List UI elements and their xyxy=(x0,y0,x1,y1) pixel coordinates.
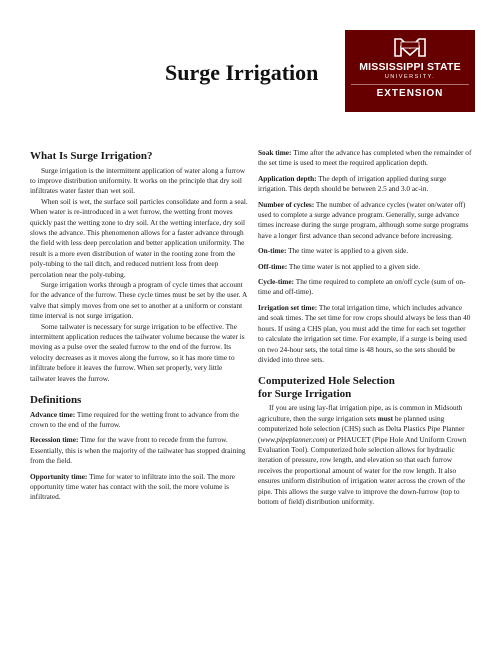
definition-term: Soak time: xyxy=(258,148,292,157)
definition-item xyxy=(258,246,472,256)
definition-term: Opportunity time: xyxy=(30,471,88,481)
definition-term: Irrigation set time: xyxy=(258,302,318,312)
logo-divider xyxy=(351,84,469,85)
chs-text-2: be planned using computerized hole selection (CHS) such as Delta Plastics Pipe Planner ( xyxy=(258,413,465,444)
definition-text: The number of advance cycles (water on/water off) used to complete a surge advance program. Generally, surge advance times increase during the surge program, although some surge programs have a longer first advance than second advance before increasing. xyxy=(258,199,469,240)
definition-term: Application depth: xyxy=(258,173,317,183)
definition-term: Number of cycles: xyxy=(258,199,315,209)
heading-chs-line2: for Surge Irrigation xyxy=(258,387,352,400)
paragraph: Some tailwater is necessary for surge irrigation to be effective. The intermittent application reduces the tailwater volume because the water is moving as a pulse over the sealed furrow to the end of the furrow. Its velocity decreases as it moves along the furrow, so it has more time to infiltrate before it leaves the furrow. When set properly, very little tailwater leaves the furrow. xyxy=(30,321,245,383)
pipeplanner-link[interactable]: www.pipeplanner.com xyxy=(260,434,325,444)
chs-must: must xyxy=(377,413,394,423)
paragraph: Surge irrigation is the intermittent application of water along a furrow to improve distribution uniformity. It works on the principle that dry soil infiltrates water faster than wet soil. xyxy=(30,165,246,196)
chs-text-1: If you are using lay-flat irrigation pipe, as is common in Midsouth agriculture, then the surge irrigation sets xyxy=(258,403,463,423)
definition-item xyxy=(258,200,472,242)
definition-term: Recession time: xyxy=(30,435,79,445)
logo-line2: UNIVERSITY. xyxy=(384,74,436,80)
definition-item xyxy=(30,410,248,431)
definition-item xyxy=(30,435,248,466)
definition-item xyxy=(258,148,472,169)
definition-term: Cycle-time: xyxy=(258,277,295,287)
heading-chs-line1: Computerized Hole Selection xyxy=(258,375,395,388)
paragraph: Surge irrigation works through a program of cycle times that account for the advance of the furrow. These cycle times must be set by the user. A valve that simply moves from one set to another at a uniform or constant time interval is not surge irrigation. xyxy=(30,279,247,321)
definition-item xyxy=(258,303,472,365)
heading-what-is: What Is Surge Irrigation? xyxy=(30,150,153,162)
chs-text-3: ) or PHAUCET (Pipe Hole And Uniform Crown Evaluation Tool). Computerized hole selection allows for hydraulic iteration of pressure, row length, and elevation so that each furrow receives the proportional amount of water for the row length. It also ensures uniform distribution of irrigation water across the crown of the pipe. This allows the surge valve to improve the down-furrow (top to bottom of field) distribution uniformity. xyxy=(258,434,467,506)
definition-term: On-time: xyxy=(258,246,287,256)
definition-text: Time after the advance has completed when the remainder of the set time is used to meet the required application depth. xyxy=(258,148,472,168)
definition-item xyxy=(258,262,472,272)
definition-item xyxy=(30,472,248,503)
definition-item xyxy=(258,277,472,298)
left-column xyxy=(30,148,248,508)
definition-text: The time required to complete an on/off cycle (sum of on-time and off-time). xyxy=(258,277,466,297)
logo-line3: EXTENSION xyxy=(376,88,444,99)
definition-text: Time for the wave front to recede from the furrow. Essentially, this is when the majority of the tailwater has stopped draining from the field. xyxy=(30,435,246,466)
paragraph: When soil is wet, the surface soil particles consolidate and form a seal. When water is re-introduced in a wet furrow, the wetting front moves quickly past the wetting zone to dry soil. At the wetting interface, dry soil slows the advance. This phenomenon allows for a faster advance through the field with less deep percolation and better application uniformity. The result is a more even distribution of water in the rooting zone from the poly-tubing to the tail ditch, and reduced nutrient loss from deep percolation near the poly-tubing. xyxy=(30,196,248,279)
definition-text: The time water is not applied to a given side. xyxy=(288,261,421,271)
definition-text: The total irrigation time, which includes advance and soak times. The set time for row crops should always be less than 40 hours. If using a CHS plan, you must add the time for each set together to calculate the irrigation set time. For example, if a surge is being used on two 24-hour sets, the total time is 48 hours, so the sets should be divided into three sets. xyxy=(258,302,471,364)
definition-text: Time for water to infiltrate into the soil. The more opportunity time water has contact with the soil, the more volume is infiltrated. xyxy=(30,471,235,502)
logo-line1: MISSISSIPPI STATE xyxy=(359,61,461,73)
msu-seal-icon xyxy=(392,36,428,58)
definition-text: Time required for the wetting front to advance from the crown to the end of the furrow. xyxy=(30,409,239,429)
heading-definitions: Definitions xyxy=(30,394,82,407)
right-column xyxy=(258,148,472,507)
msu-extension-logo xyxy=(345,30,475,112)
paragraph-chs xyxy=(258,403,472,507)
page-title: Surge Irrigation xyxy=(165,60,319,85)
definition-text: The time water is applied to a given side. xyxy=(288,246,409,256)
heading-chs xyxy=(258,375,472,400)
definition-term: Off-time: xyxy=(258,261,288,271)
definition-term: Advance time: xyxy=(30,409,76,419)
definition-text: The depth of irrigation applied during surge irrigation. This depth should be between 2.5 and 3.0 ac-in. xyxy=(258,173,447,194)
definition-item xyxy=(258,174,472,195)
